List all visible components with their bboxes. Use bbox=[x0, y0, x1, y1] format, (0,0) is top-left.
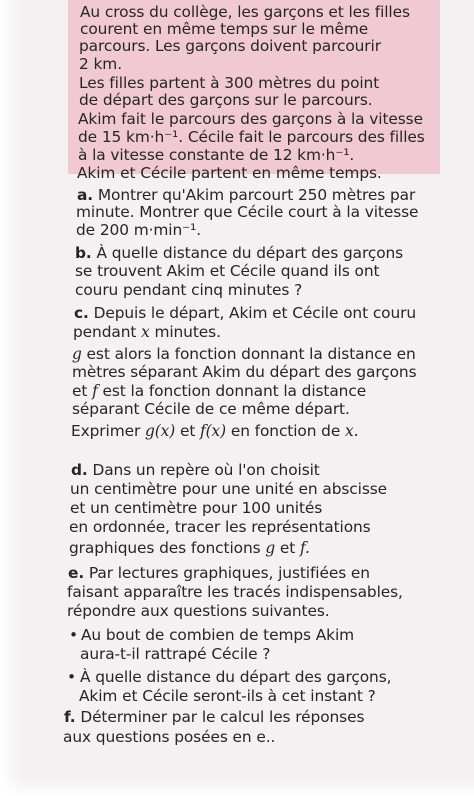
function-f: f bbox=[92, 382, 98, 400]
question-b-letter: b. bbox=[75, 244, 92, 262]
question-b-text-1: À quelle distance du départ des garçons bbox=[96, 244, 404, 262]
intro-line-1: Au cross du collège, les garçons et les filles bbox=[80, 3, 410, 21]
intro-line-4: 2 km. bbox=[79, 55, 122, 73]
question-a-line-2: minute. Montrer que Cécile court à la vitesse bbox=[76, 203, 419, 221]
question-d-line-4: en ordonnée, tracer les représentations bbox=[69, 518, 371, 536]
question-e-text-1: Par lectures graphiques, justifiées en bbox=[88, 564, 370, 582]
variable-x: x bbox=[141, 323, 150, 341]
question-f-line-2: aux questions posées en e.. bbox=[63, 728, 276, 746]
question-d-text-5b: et bbox=[275, 539, 300, 557]
question-c-text-5a: et bbox=[72, 382, 93, 400]
question-b-line-1 bbox=[75, 245, 403, 262]
question-c-letter: c. bbox=[74, 304, 89, 322]
question-c-text-7a: Exprimer bbox=[71, 422, 145, 440]
question-c-line-7 bbox=[71, 423, 358, 440]
question-c-text-5b: est la fonction donnant la distance bbox=[97, 382, 367, 400]
intro-line-3: parcours. Les garçons doivent parcourir bbox=[79, 37, 381, 55]
intro-line-5: Les filles partent à 300 mètres du point bbox=[79, 74, 380, 92]
question-c-text-2b: minutes. bbox=[149, 323, 221, 341]
question-e-bullet-2-line-2: Akim et Cécile seront-ils à cet instant ? bbox=[79, 687, 376, 705]
question-d-line-2: un centimètre pour une unité en abscisse bbox=[70, 480, 388, 498]
bullet-1: • bbox=[69, 626, 78, 644]
intro-line-7: Akim fait le parcours des garçons à la vitesse bbox=[78, 110, 423, 128]
question-c-text-2a: pendant bbox=[73, 323, 142, 341]
function-g: g bbox=[72, 345, 82, 363]
function-f-ref: f. bbox=[299, 539, 310, 557]
intro-line-8: de 15 km·h⁻¹. Cécile fait le parcours des filles bbox=[78, 128, 425, 146]
question-d-line-3: et un centimètre pour 100 unités bbox=[70, 499, 323, 517]
question-c-text-7c: en fonction de bbox=[226, 422, 346, 440]
function-g-ref: g bbox=[265, 539, 276, 557]
question-e-line-1 bbox=[68, 565, 370, 582]
question-f-line-1 bbox=[64, 709, 364, 726]
question-e-line-3: répondre aux questions suivantes. bbox=[67, 602, 330, 620]
question-d-text-1: Dans un repère où l'on choisit bbox=[92, 461, 320, 479]
question-e-line-2: faisant apparaître les tracés indispensables, bbox=[67, 583, 403, 601]
intro-line-10: Akim et Cécile partent en même temps. bbox=[77, 164, 382, 182]
question-b-line-3: couru pendant cinq minutes ? bbox=[75, 281, 303, 299]
page-bottom-fade bbox=[0, 778, 474, 796]
question-c-line-3 bbox=[72, 346, 416, 363]
bullet-2: • bbox=[67, 668, 76, 686]
question-f-letter: f. bbox=[64, 708, 76, 726]
question-a-letter: a. bbox=[77, 186, 94, 204]
question-d-text-5a: graphiques des fonctions bbox=[69, 539, 266, 557]
question-c-text-3: est alors la fonction donnant la distance en bbox=[81, 345, 416, 363]
question-e-bullet-2-line-1: À quelle distance du départ des garçons, bbox=[80, 668, 392, 686]
question-c-line-6: séparant Cécile de ce même départ. bbox=[72, 400, 350, 418]
question-c-line-2 bbox=[73, 324, 221, 341]
question-d-line-1 bbox=[71, 462, 320, 479]
question-c-line-1 bbox=[74, 305, 416, 322]
expression-f-x: f(x) bbox=[200, 422, 227, 440]
question-b-line-2: se trouvent Akim et Cécile quand ils ont bbox=[75, 262, 380, 280]
expression-g-x: g(x) bbox=[145, 422, 176, 440]
question-d-line-5 bbox=[69, 540, 310, 557]
question-e-bullet-1-line-1: Au bout de combien de temps Akim bbox=[81, 626, 355, 644]
question-a-line-3: de 200 m·min⁻¹. bbox=[76, 221, 201, 239]
page-edge-shadow bbox=[0, 0, 22, 796]
question-e-bullet-1-line-2: aura-t-il rattrapé Cécile ? bbox=[80, 645, 271, 663]
question-c-line-4: mètres séparant Akim du départ des garçons bbox=[72, 363, 417, 381]
intro-line-2: courent en même temps sur le même bbox=[80, 20, 369, 38]
question-a-line-1 bbox=[77, 187, 415, 204]
question-f-text-1: Déterminer par le calcul les réponses bbox=[80, 708, 365, 726]
question-e-letter: e. bbox=[68, 564, 85, 582]
question-d-letter: d. bbox=[71, 461, 88, 479]
question-c-text-1: Depuis le départ, Akim et Cécile ont couru bbox=[93, 304, 417, 322]
intro-line-6: de départ des garçons sur le parcours. bbox=[79, 91, 373, 109]
intro-line-9: à la vitesse constante de 12 km·h⁻¹. bbox=[78, 146, 355, 164]
question-c-line-5 bbox=[72, 383, 366, 400]
question-a-text-1: Montrer qu'Akim parcourt 250 mètres par bbox=[97, 186, 416, 204]
question-c-text-7b: et bbox=[175, 422, 201, 440]
variable-x-end: x. bbox=[345, 422, 359, 440]
